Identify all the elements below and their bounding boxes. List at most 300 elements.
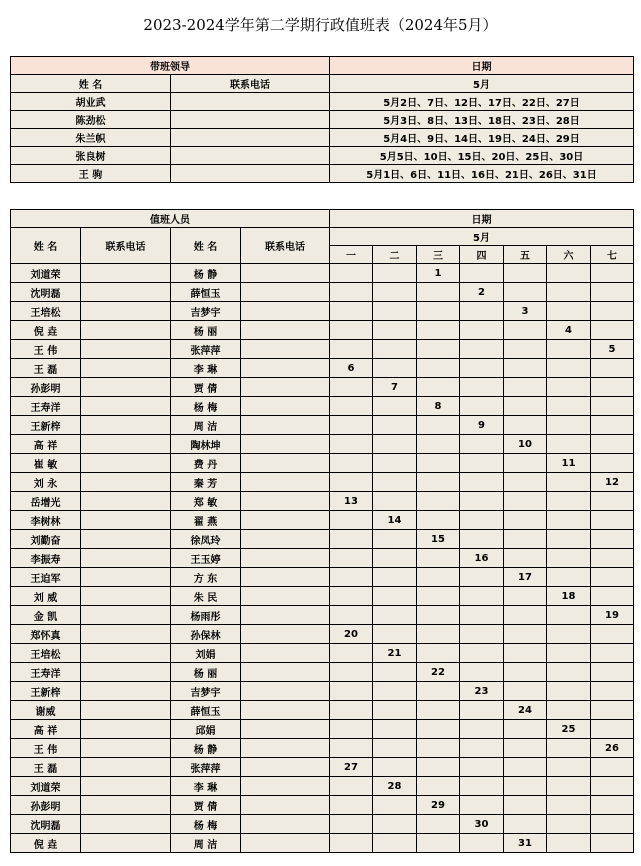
duty-row <box>11 454 634 473</box>
duty-phone1 <box>81 758 171 777</box>
duty-empty-cell <box>417 625 460 644</box>
duty-empty-cell <box>373 796 417 815</box>
duty-empty-cell <box>417 378 460 397</box>
leader-date-header: 日期 <box>330 57 634 75</box>
leader-dates: 5月2日、7日、12日、17日、22日、27日 <box>330 93 634 111</box>
duty-row <box>11 549 634 568</box>
duty-empty-cell <box>547 283 591 302</box>
duty-phone2 <box>241 663 330 682</box>
duty-phone2 <box>241 568 330 587</box>
duty-row <box>11 359 634 378</box>
duty-empty-cell <box>417 511 460 530</box>
duty-empty-cell <box>460 454 504 473</box>
duty-phone2 <box>241 511 330 530</box>
duty-row <box>11 511 634 530</box>
duty-phone1 <box>81 321 171 340</box>
duty-empty-cell <box>417 701 460 720</box>
weekday-header: 五 <box>504 246 547 264</box>
duty-empty-cell <box>547 264 591 283</box>
duty-phone1 <box>81 530 171 549</box>
duty-row <box>11 815 634 834</box>
duty-empty-cell <box>504 264 547 283</box>
duty-empty-cell <box>547 777 591 796</box>
duty-name1-header: 姓 名 <box>11 228 81 264</box>
duty-phone2 <box>241 815 330 834</box>
duty-empty-cell <box>504 511 547 530</box>
duty-name2: 吉梦宇 <box>171 682 241 701</box>
duty-empty-cell <box>460 435 504 454</box>
duty-name2: 周 洁 <box>171 834 241 853</box>
duty-empty-cell <box>330 796 373 815</box>
page-title: 2023-2024学年第二学期行政值班表（2024年5月） <box>143 16 498 34</box>
duty-phone2 <box>241 530 330 549</box>
duty-empty-cell <box>547 378 591 397</box>
duty-empty-cell <box>330 397 373 416</box>
duty-empty-cell <box>504 454 547 473</box>
duty-empty-cell <box>460 606 504 625</box>
duty-empty-cell <box>460 378 504 397</box>
weekday-header: 七 <box>591 246 634 264</box>
duty-empty-cell <box>373 321 417 340</box>
duty-name1: 王培松 <box>11 302 81 321</box>
duty-day: 31 <box>504 834 547 853</box>
duty-empty-cell <box>373 701 417 720</box>
duty-name2: 秦 芳 <box>171 473 241 492</box>
duty-name1: 王 磊 <box>11 359 81 378</box>
duty-day: 30 <box>460 815 504 834</box>
leader-name: 张良树 <box>11 147 171 165</box>
duty-empty-cell <box>373 720 417 739</box>
duty-name2: 杨 丽 <box>171 321 241 340</box>
duty-empty-cell <box>591 777 634 796</box>
duty-empty-cell <box>460 340 504 359</box>
duty-row <box>11 777 634 796</box>
leader-name: 朱兰帜 <box>11 129 171 147</box>
duty-name1: 王 伟 <box>11 340 81 359</box>
duty-day: 7 <box>373 378 417 397</box>
duty-name2: 郑 敏 <box>171 492 241 511</box>
duty-name1: 王培松 <box>11 644 81 663</box>
duty-day: 5 <box>591 340 634 359</box>
duty-empty-cell <box>417 435 460 454</box>
duty-phone2 <box>241 283 330 302</box>
duty-empty-cell <box>417 359 460 378</box>
duty-phone2 <box>241 796 330 815</box>
duty-name2: 朱 民 <box>171 587 241 606</box>
duty-row <box>11 663 634 682</box>
duty-empty-cell <box>330 378 373 397</box>
duty-rows <box>11 264 634 853</box>
duty-row <box>11 739 634 758</box>
duty-phone2 <box>241 587 330 606</box>
duty-empty-cell <box>547 834 591 853</box>
duty-empty-cell <box>547 302 591 321</box>
duty-row <box>11 568 634 587</box>
duty-empty-cell <box>547 758 591 777</box>
duty-row <box>11 587 634 606</box>
duty-empty-cell <box>330 283 373 302</box>
duty-row <box>11 606 634 625</box>
duty-name2: 徐凤玲 <box>171 530 241 549</box>
duty-empty-cell <box>417 492 460 511</box>
duty-empty-cell <box>373 302 417 321</box>
duty-phone2 <box>241 606 330 625</box>
duty-empty-cell <box>591 796 634 815</box>
weekday-header: 二 <box>373 246 417 264</box>
duty-empty-cell <box>417 720 460 739</box>
duty-empty-cell <box>591 321 634 340</box>
duty-name2-header: 姓 名 <box>171 228 241 264</box>
weekday-header: 六 <box>547 246 591 264</box>
duty-day: 14 <box>373 511 417 530</box>
duty-empty-cell <box>547 663 591 682</box>
duty-empty-cell <box>330 815 373 834</box>
duty-name1: 沈明磊 <box>11 283 81 302</box>
leader-row <box>11 129 634 147</box>
duty-empty-cell <box>591 397 634 416</box>
duty-empty-cell <box>460 359 504 378</box>
duty-phone1 <box>81 739 171 758</box>
duty-day: 10 <box>504 435 547 454</box>
duty-empty-cell <box>330 435 373 454</box>
duty-empty-cell <box>417 758 460 777</box>
duty-empty-cell <box>330 682 373 701</box>
duty-name1: 刘勤奋 <box>11 530 81 549</box>
duty-empty-cell <box>330 606 373 625</box>
duty-name2: 李 琳 <box>171 359 241 378</box>
leader-phone <box>171 147 330 165</box>
duty-phone1 <box>81 397 171 416</box>
duty-empty-cell <box>591 625 634 644</box>
leader-dates: 5月4日、9日、14日、19日、24日、29日 <box>330 129 634 147</box>
duty-empty-cell <box>417 834 460 853</box>
duty-name1: 王 伟 <box>11 739 81 758</box>
duty-empty-cell <box>591 663 634 682</box>
duty-empty-cell <box>547 492 591 511</box>
duty-phone1 <box>81 302 171 321</box>
duty-name1: 孙彭明 <box>11 796 81 815</box>
duty-row <box>11 682 634 701</box>
duty-empty-cell <box>547 815 591 834</box>
duty-empty-cell <box>417 739 460 758</box>
duty-row <box>11 625 634 644</box>
duty-phone2 <box>241 758 330 777</box>
duty-phone1 <box>81 701 171 720</box>
duty-phone1 <box>81 511 171 530</box>
duty-day: 17 <box>504 568 547 587</box>
duty-row <box>11 492 634 511</box>
duty-empty-cell <box>504 739 547 758</box>
duty-empty-cell <box>417 644 460 663</box>
duty-row <box>11 378 634 397</box>
duty-empty-cell <box>591 492 634 511</box>
duty-phone2 <box>241 359 330 378</box>
duty-empty-cell <box>330 644 373 663</box>
duty-name2: 费 丹 <box>171 454 241 473</box>
leader-dates: 5月3日、8日、13日、18日、23日、28日 <box>330 111 634 129</box>
duty-phone1 <box>81 606 171 625</box>
duty-row <box>11 321 634 340</box>
duty-empty-cell <box>330 454 373 473</box>
duty-empty-cell <box>504 549 547 568</box>
duty-phone2 <box>241 720 330 739</box>
duty-phone2 <box>241 834 330 853</box>
duty-day: 9 <box>460 416 504 435</box>
duty-phone2 <box>241 302 330 321</box>
duty-empty-cell <box>547 644 591 663</box>
duty-empty-cell <box>547 473 591 492</box>
duty-empty-cell <box>591 701 634 720</box>
duty-name2: 吉梦宇 <box>171 302 241 321</box>
duty-empty-cell <box>547 606 591 625</box>
duty-name1: 刘道荣 <box>11 777 81 796</box>
duty-name1: 倪 垚 <box>11 321 81 340</box>
duty-name2: 薛恒玉 <box>171 701 241 720</box>
duty-day: 3 <box>504 302 547 321</box>
leader-phone <box>171 129 330 147</box>
duty-day: 15 <box>417 530 460 549</box>
duty-empty-cell <box>460 397 504 416</box>
duty-day: 11 <box>547 454 591 473</box>
duty-empty-cell <box>591 568 634 587</box>
weekday-header: 四 <box>460 246 504 264</box>
duty-empty-cell <box>417 416 460 435</box>
duty-phone1 <box>81 644 171 663</box>
duty-empty-cell <box>504 777 547 796</box>
duty-empty-cell <box>330 720 373 739</box>
duty-row <box>11 435 634 454</box>
duty-name2: 杨雨彤 <box>171 606 241 625</box>
duty-phone2 <box>241 416 330 435</box>
duty-empty-cell <box>591 454 634 473</box>
duty-name2: 贾 倩 <box>171 796 241 815</box>
duty-name2: 周 洁 <box>171 416 241 435</box>
duty-name2: 陶林坤 <box>171 435 241 454</box>
duty-name1: 谢威 <box>11 701 81 720</box>
duty-empty-cell <box>373 454 417 473</box>
duty-day: 22 <box>417 663 460 682</box>
duty-name1: 李树林 <box>11 511 81 530</box>
duty-empty-cell <box>373 758 417 777</box>
duty-empty-cell <box>504 587 547 606</box>
duty-row <box>11 473 634 492</box>
duty-phone1 <box>81 834 171 853</box>
duty-row <box>11 264 634 283</box>
duty-empty-cell <box>460 587 504 606</box>
duty-empty-cell <box>504 720 547 739</box>
duty-empty-cell <box>330 663 373 682</box>
weekday-header: 一 <box>330 246 373 264</box>
duty-row <box>11 530 634 549</box>
duty-empty-cell <box>460 511 504 530</box>
duty-row <box>11 834 634 853</box>
duty-empty-cell <box>504 397 547 416</box>
duty-empty-cell <box>373 492 417 511</box>
duty-day: 24 <box>504 701 547 720</box>
duty-empty-cell <box>373 568 417 587</box>
duty-name1: 刘 威 <box>11 587 81 606</box>
duty-name2: 方 东 <box>171 568 241 587</box>
duty-row <box>11 283 634 302</box>
duty-phone1 <box>81 492 171 511</box>
duty-empty-cell <box>591 378 634 397</box>
duty-phone1 <box>81 815 171 834</box>
duty-empty-cell <box>591 530 634 549</box>
duty-empty-cell <box>373 606 417 625</box>
duty-name2: 杨 静 <box>171 264 241 283</box>
duty-row <box>11 416 634 435</box>
duty-phone1 <box>81 435 171 454</box>
duty-table <box>10 209 634 853</box>
leader-dates: 5月1日、6日、11日、16日、21日、26日、31日 <box>330 165 634 183</box>
duty-name2: 杨 梅 <box>171 397 241 416</box>
duty-empty-cell <box>330 834 373 853</box>
duty-name2: 贾 倩 <box>171 378 241 397</box>
duty-empty-cell <box>504 644 547 663</box>
duty-name1: 沈明磊 <box>11 815 81 834</box>
duty-name1: 王迫军 <box>11 568 81 587</box>
duty-row <box>11 644 634 663</box>
duty-empty-cell <box>504 416 547 435</box>
duty-phone1 <box>81 777 171 796</box>
leader-row <box>11 165 634 183</box>
duty-empty-cell <box>373 416 417 435</box>
duty-empty-cell <box>591 720 634 739</box>
duty-empty-cell <box>591 302 634 321</box>
duty-empty-cell <box>460 663 504 682</box>
duty-empty-cell <box>591 758 634 777</box>
duty-empty-cell <box>373 587 417 606</box>
duty-empty-cell <box>547 530 591 549</box>
duty-empty-cell <box>547 682 591 701</box>
duty-phone2 <box>241 625 330 644</box>
duty-phone2 <box>241 549 330 568</box>
duty-empty-cell <box>591 359 634 378</box>
duty-name1: 高 祥 <box>11 720 81 739</box>
duty-empty-cell <box>330 321 373 340</box>
duty-empty-cell <box>417 549 460 568</box>
leader-row <box>11 111 634 129</box>
duty-empty-cell <box>330 511 373 530</box>
duty-name1: 王新梓 <box>11 416 81 435</box>
duty-name2: 杨 丽 <box>171 663 241 682</box>
duty-phone1 <box>81 625 171 644</box>
duty-empty-cell <box>547 796 591 815</box>
duty-empty-cell <box>460 625 504 644</box>
duty-phone2 <box>241 264 330 283</box>
duty-empty-cell <box>547 701 591 720</box>
duty-empty-cell <box>591 834 634 853</box>
duty-phone1 <box>81 264 171 283</box>
duty-day: 13 <box>330 492 373 511</box>
duty-empty-cell <box>417 682 460 701</box>
duty-empty-cell <box>460 473 504 492</box>
duty-phone2 <box>241 321 330 340</box>
duty-empty-cell <box>460 321 504 340</box>
duty-name1: 刘道荣 <box>11 264 81 283</box>
duty-day: 19 <box>591 606 634 625</box>
duty-phone1 <box>81 340 171 359</box>
duty-empty-cell <box>417 815 460 834</box>
duty-day: 21 <box>373 644 417 663</box>
duty-empty-cell <box>417 473 460 492</box>
duty-phone1 <box>81 682 171 701</box>
duty-empty-cell <box>373 663 417 682</box>
duty-empty-cell <box>504 663 547 682</box>
leader-row <box>11 93 634 111</box>
leader-name-header: 姓 名 <box>11 75 171 93</box>
duty-phone2 <box>241 473 330 492</box>
duty-empty-cell <box>591 587 634 606</box>
duty-phone2 <box>241 682 330 701</box>
duty-empty-cell <box>417 777 460 796</box>
duty-empty-cell <box>504 758 547 777</box>
duty-empty-cell <box>417 568 460 587</box>
duty-empty-cell <box>460 701 504 720</box>
duty-empty-cell <box>547 359 591 378</box>
duty-phone1 <box>81 473 171 492</box>
duty-name2: 杨 静 <box>171 739 241 758</box>
duty-phone1 <box>81 549 171 568</box>
duty-month-header: 5月 <box>330 228 634 246</box>
leader-row <box>11 147 634 165</box>
duty-empty-cell <box>547 511 591 530</box>
duty-day: 28 <box>373 777 417 796</box>
duty-row <box>11 701 634 720</box>
duty-name2: 杨 梅 <box>171 815 241 834</box>
duty-empty-cell <box>547 416 591 435</box>
duty-phone1 <box>81 796 171 815</box>
duty-empty-cell <box>417 283 460 302</box>
duty-empty-cell <box>504 378 547 397</box>
duty-phone2-header: 联系电话 <box>241 228 330 264</box>
duty-empty-cell <box>504 359 547 378</box>
duty-empty-cell <box>460 302 504 321</box>
duty-empty-cell <box>330 473 373 492</box>
duty-name2: 邱娟 <box>171 720 241 739</box>
duty-row <box>11 340 634 359</box>
duty-phone2 <box>241 701 330 720</box>
duty-empty-cell <box>504 321 547 340</box>
duty-empty-cell <box>373 473 417 492</box>
duty-empty-cell <box>591 549 634 568</box>
duty-phone1 <box>81 568 171 587</box>
duty-empty-cell <box>373 359 417 378</box>
duty-empty-cell <box>591 283 634 302</box>
duty-phone2 <box>241 492 330 511</box>
leader-name: 胡业武 <box>11 93 171 111</box>
duty-phone2 <box>241 777 330 796</box>
duty-empty-cell <box>504 815 547 834</box>
duty-day: 18 <box>547 587 591 606</box>
duty-name2: 王玉婷 <box>171 549 241 568</box>
duty-empty-cell <box>330 416 373 435</box>
duty-empty-cell <box>460 758 504 777</box>
duty-phone2 <box>241 454 330 473</box>
duty-empty-cell <box>591 682 634 701</box>
duty-empty-cell <box>547 625 591 644</box>
duty-day: 2 <box>460 283 504 302</box>
duty-empty-cell <box>373 397 417 416</box>
duty-name1: 孙彭明 <box>11 378 81 397</box>
duty-empty-cell <box>591 511 634 530</box>
duty-phone2 <box>241 435 330 454</box>
duty-name1: 王 磊 <box>11 758 81 777</box>
duty-empty-cell <box>504 606 547 625</box>
duty-name1: 刘 永 <box>11 473 81 492</box>
duty-name1: 王寿洋 <box>11 397 81 416</box>
duty-empty-cell <box>591 416 634 435</box>
